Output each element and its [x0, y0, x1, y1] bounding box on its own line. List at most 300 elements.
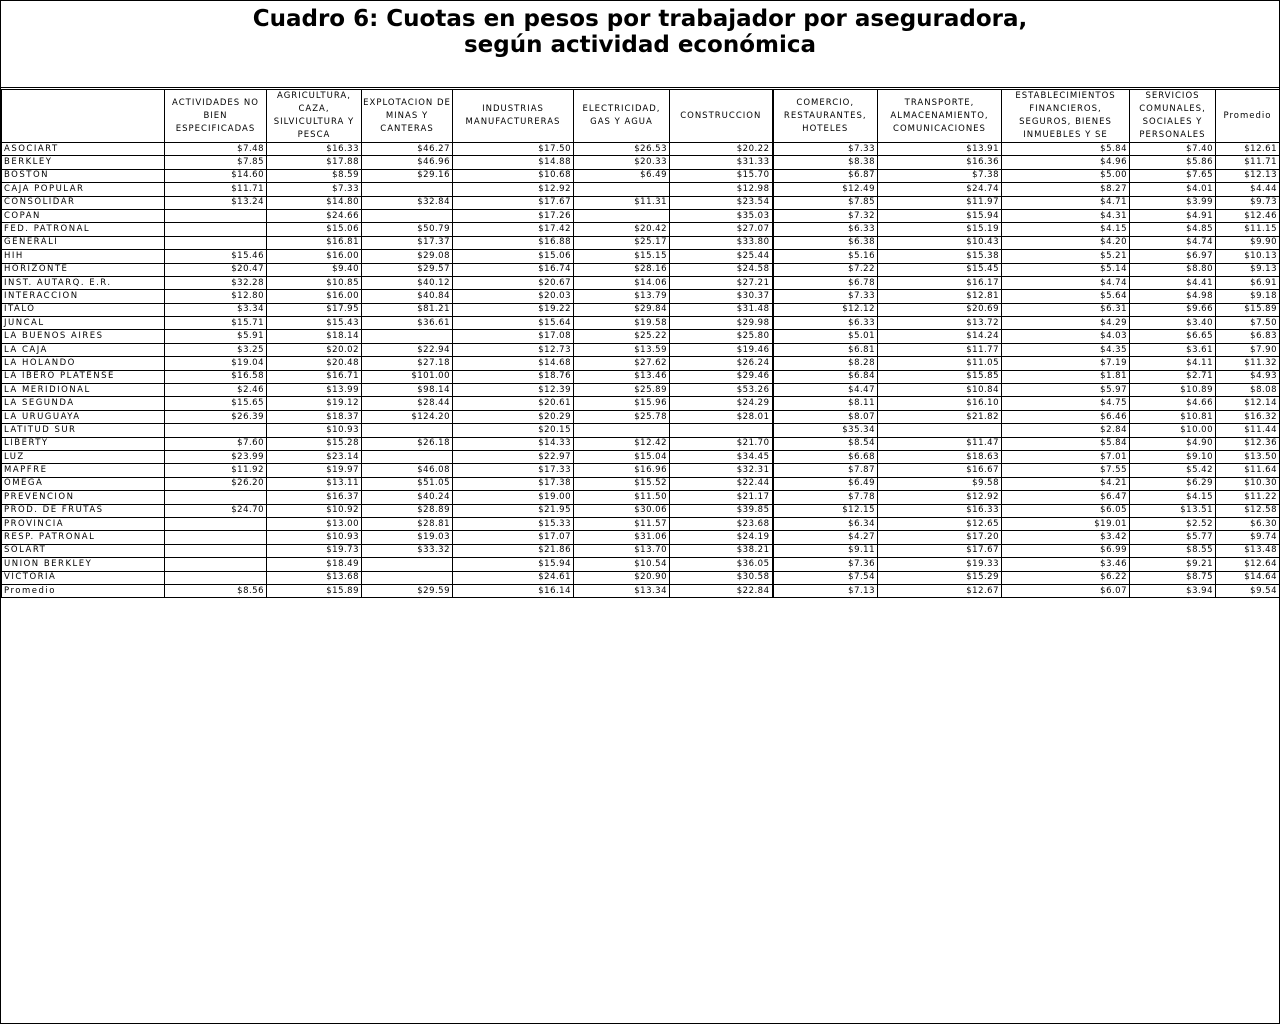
table-cell: $8.75	[1130, 571, 1216, 584]
table-cell: $20.42	[574, 223, 670, 236]
table-cell: $16.67	[878, 464, 1002, 477]
table-cell: $6.29	[1130, 477, 1216, 490]
table-row	[2, 544, 1280, 557]
table-cell: $7.55	[1002, 464, 1130, 477]
table-row	[2, 517, 1280, 530]
table-cell: $25.17	[574, 236, 670, 249]
table-cell	[165, 571, 267, 584]
table-cell: $15.29	[878, 571, 1002, 584]
table-cell: $22.97	[453, 450, 574, 463]
table-cell: $7.78	[773, 491, 878, 504]
table-cell: $10.54	[574, 558, 670, 571]
data-table	[1, 89, 1280, 598]
table-cell: $25.78	[574, 410, 670, 423]
table-cell: $3.42	[1002, 531, 1130, 544]
table-cell: $22.84	[670, 584, 773, 597]
table-row	[2, 437, 1280, 450]
table-cell: $18.49	[267, 558, 362, 571]
table-cell: $11.44	[1216, 424, 1280, 437]
table-cell: $18.76	[453, 370, 574, 383]
column-header: ACTIVIDADES NO BIEN ESPECIFICADAS	[165, 90, 267, 143]
table-cell: $33.80	[670, 236, 773, 249]
table-cell: $7.36	[773, 558, 878, 571]
table-cell: $17.37	[362, 236, 453, 249]
table-cell: $10.81	[1130, 410, 1216, 423]
table-row	[2, 397, 1280, 410]
table-row	[2, 357, 1280, 370]
table-cell: $11.77	[878, 343, 1002, 356]
table-cell: $33.32	[362, 544, 453, 557]
table-cell: $12.36	[1216, 437, 1280, 450]
table-cell: $4.66	[1130, 397, 1216, 410]
table-row	[2, 290, 1280, 303]
table-cell: $20.22	[670, 143, 773, 156]
table-cell: $14.80	[267, 196, 362, 209]
table-cell: $21.95	[453, 504, 574, 517]
table-cell: $10.84	[878, 384, 1002, 397]
table-cell: $12.92	[453, 183, 574, 196]
table-cell: $26.18	[362, 437, 453, 450]
table-cell: $5.84	[1002, 437, 1130, 450]
table-cell: $28.89	[362, 504, 453, 517]
table-cell: $31.48	[670, 303, 773, 316]
table-cell: $3.99	[1130, 196, 1216, 209]
table-cell: $25.44	[670, 250, 773, 263]
table-cell: $15.04	[574, 450, 670, 463]
table-cell: $6.68	[773, 450, 878, 463]
table-cell: $40.84	[362, 290, 453, 303]
table-cell: $17.07	[453, 531, 574, 544]
insurer-name: MAPFRE	[2, 464, 165, 477]
column-header: SERVICIOS COMUNALES, SOCIALES Y PERSONALES	[1130, 90, 1216, 143]
table-cell: $23.68	[670, 517, 773, 530]
table-row	[2, 263, 1280, 276]
table-cell: $7.33	[773, 290, 878, 303]
table-cell	[165, 223, 267, 236]
table-cell: $20.15	[453, 424, 574, 437]
insurer-name: SOLART	[2, 544, 165, 557]
table-row	[2, 450, 1280, 463]
insurer-name: HORIZONTE	[2, 263, 165, 276]
table-cell: $5.14	[1002, 263, 1130, 276]
table-cell: $19.58	[574, 317, 670, 330]
table-cell: $4.01	[1130, 183, 1216, 196]
table-cell: $6.97	[1130, 250, 1216, 263]
insurer-name: FED. PATRONAL	[2, 223, 165, 236]
table-cell: $14.06	[574, 276, 670, 289]
table-row	[2, 410, 1280, 423]
table-cell: $40.12	[362, 276, 453, 289]
table-row	[2, 196, 1280, 209]
table-cell: $3.61	[1130, 343, 1216, 356]
table-cell: $14.64	[1216, 571, 1280, 584]
insurer-name: LA SEGUNDA	[2, 397, 165, 410]
table-cell: $124.20	[362, 410, 453, 423]
table-cell: $29.46	[670, 370, 773, 383]
table-cell: $7.90	[1216, 343, 1280, 356]
table-cell: $6.87	[773, 169, 878, 182]
table-cell: $6.47	[1002, 491, 1130, 504]
table-cell: $13.34	[574, 584, 670, 597]
insurer-name: BERKLEY	[2, 156, 165, 169]
table-cell: $13.70	[574, 544, 670, 557]
table-cell: $10.00	[1130, 424, 1216, 437]
table-cell: $4.21	[1002, 477, 1130, 490]
table-cell: $15.38	[878, 250, 1002, 263]
table-cell: $5.97	[1002, 384, 1130, 397]
table-row	[2, 343, 1280, 356]
table-cell: $7.01	[1002, 450, 1130, 463]
table-cell	[362, 424, 453, 437]
table-row	[2, 223, 1280, 236]
insurer-name: Promedio	[2, 584, 165, 597]
table-cell: $5.91	[165, 330, 267, 343]
column-header: TRANSPORTE, ALMACENAMIENTO, COMUNICACIONES	[878, 90, 1002, 143]
insurer-name: BOSTON	[2, 169, 165, 182]
table-cell: $51.05	[362, 477, 453, 490]
table-cell: $4.75	[1002, 397, 1130, 410]
table-cell: $16.10	[878, 397, 1002, 410]
table-cell: $7.54	[773, 571, 878, 584]
table-cell: $29.84	[574, 303, 670, 316]
table-row	[2, 491, 1280, 504]
table-cell: $4.27	[773, 531, 878, 544]
table-cell: $7.33	[267, 183, 362, 196]
header-insurer	[2, 90, 165, 143]
table-cell: $5.64	[1002, 290, 1130, 303]
table-cell: $11.57	[574, 517, 670, 530]
table-row	[2, 384, 1280, 397]
table-cell: $11.97	[878, 196, 1002, 209]
table-cell: $8.59	[267, 169, 362, 182]
table-cell: $14.33	[453, 437, 574, 450]
table-cell: $30.58	[670, 571, 773, 584]
table-cell: $12.81	[878, 290, 1002, 303]
table-cell: $20.29	[453, 410, 574, 423]
table-cell: $4.93	[1216, 370, 1280, 383]
table-cell: $5.86	[1130, 156, 1216, 169]
table-cell: $7.33	[773, 143, 878, 156]
insurer-name: LA URUGUAYA	[2, 410, 165, 423]
table-cell: $6.91	[1216, 276, 1280, 289]
table-cell: $12.73	[453, 343, 574, 356]
table-header-row	[2, 90, 1280, 143]
table-cell: $16.32	[1216, 410, 1280, 423]
table-cell: $12.12	[773, 303, 878, 316]
table-cell: $4.71	[1002, 196, 1130, 209]
table-cell: $9.54	[1216, 584, 1280, 597]
table-cell: $3.34	[165, 303, 267, 316]
table-cell: $13.68	[267, 571, 362, 584]
table-cell	[362, 183, 453, 196]
table-cell: $46.96	[362, 156, 453, 169]
table-cell: $20.61	[453, 397, 574, 410]
table-cell: $9.18	[1216, 290, 1280, 303]
table-cell: $15.46	[165, 250, 267, 263]
table-cell	[165, 209, 267, 222]
table-cell: $81.21	[362, 303, 453, 316]
table-cell: $23.54	[670, 196, 773, 209]
insurer-name: UNION BERKLEY	[2, 558, 165, 571]
table-cell: $15.70	[670, 169, 773, 182]
insurer-name: ASOCIART	[2, 143, 165, 156]
table-cell: $4.03	[1002, 330, 1130, 343]
table-cell: $24.66	[267, 209, 362, 222]
table-cell: $25.22	[574, 330, 670, 343]
table-cell: $20.90	[574, 571, 670, 584]
table-cell: $8.38	[773, 156, 878, 169]
table-cell: $7.19	[1002, 357, 1130, 370]
table-cell: $5.21	[1002, 250, 1130, 263]
table-cell: $16.58	[165, 370, 267, 383]
table-cell: $13.72	[878, 317, 1002, 330]
table-row	[2, 424, 1280, 437]
table-row	[2, 477, 1280, 490]
table-cell: $13.46	[574, 370, 670, 383]
table-cell: $14.68	[453, 357, 574, 370]
table-cell: $8.80	[1130, 263, 1216, 276]
table-row	[2, 209, 1280, 222]
table-cell: $16.88	[453, 236, 574, 249]
table-cell: $34.45	[670, 450, 773, 463]
table-cell	[165, 491, 267, 504]
table-row	[2, 236, 1280, 249]
table-cell: $19.33	[878, 558, 1002, 571]
insurer-name: LA MERIDIONAL	[2, 384, 165, 397]
column-header: ELECTRICIDAD, GAS Y AGUA	[574, 90, 670, 143]
table-cell: $6.33	[773, 317, 878, 330]
table-cell: $17.38	[453, 477, 574, 490]
table-cell	[165, 558, 267, 571]
table-cell: $16.71	[267, 370, 362, 383]
table-cell: $29.98	[670, 317, 773, 330]
table-cell: $15.43	[267, 317, 362, 330]
table-cell: $4.85	[1130, 223, 1216, 236]
table-cell: $17.67	[878, 544, 1002, 557]
table-cell: $40.24	[362, 491, 453, 504]
table-cell: $4.91	[1130, 209, 1216, 222]
table-cell	[362, 209, 453, 222]
table-cell: $11.50	[574, 491, 670, 504]
table-cell: $5.01	[773, 330, 878, 343]
table-row	[2, 558, 1280, 571]
table-cell: $24.70	[165, 504, 267, 517]
insurer-name: HIH	[2, 250, 165, 263]
table-cell: $11.05	[878, 357, 1002, 370]
table-cell: $11.15	[1216, 223, 1280, 236]
table-cell: $28.16	[574, 263, 670, 276]
table-body	[2, 143, 1280, 598]
table-cell: $9.10	[1130, 450, 1216, 463]
table-cell: $15.71	[165, 317, 267, 330]
table-cell	[362, 330, 453, 343]
table-cell: $25.80	[670, 330, 773, 343]
table-cell: $13.11	[267, 477, 362, 490]
table-cell: $22.94	[362, 343, 453, 356]
table-cell: $16.36	[878, 156, 1002, 169]
column-header: CONSTRUCCION	[670, 90, 773, 143]
table-cell: $7.38	[878, 169, 1002, 182]
table-cell: $29.57	[362, 263, 453, 276]
table-cell: $19.97	[267, 464, 362, 477]
table-cell: $26.20	[165, 477, 267, 490]
table-cell: $10.43	[878, 236, 1002, 249]
table-cell: $20.02	[267, 343, 362, 356]
table-cell: $17.26	[453, 209, 574, 222]
column-header: ESTABLECIMIENTOS FINANCIEROS, SEGUROS, BIENES INMUEBLES Y SE	[1002, 90, 1130, 143]
table-cell: $6.65	[1130, 330, 1216, 343]
table-cell: $21.17	[670, 491, 773, 504]
table-cell: $15.96	[574, 397, 670, 410]
table-cell: $4.20	[1002, 236, 1130, 249]
column-header: EXPLOTACION DE MINAS Y CANTERAS	[362, 90, 453, 143]
table-cell: $4.41	[1130, 276, 1216, 289]
table-cell: $12.14	[1216, 397, 1280, 410]
table-cell	[165, 236, 267, 249]
table-row	[2, 169, 1280, 182]
table-cell: $6.81	[773, 343, 878, 356]
table-cell: $26.53	[574, 143, 670, 156]
table-cell: $10.30	[1216, 477, 1280, 490]
table-cell: $27.18	[362, 357, 453, 370]
table-cell: $1.81	[1002, 370, 1130, 383]
table-cell: $16.17	[878, 276, 1002, 289]
table-cell: $15.89	[1216, 303, 1280, 316]
table-cell: $24.61	[453, 571, 574, 584]
insurer-name: LUZ	[2, 450, 165, 463]
table-row	[2, 156, 1280, 169]
table-cell: $13.24	[165, 196, 267, 209]
table-cell: $6.07	[1002, 584, 1130, 597]
insurer-name: LIBERTY	[2, 437, 165, 450]
table-cell: $13.91	[878, 143, 1002, 156]
table-cell: $6.49	[574, 169, 670, 182]
table-cell: $30.06	[574, 504, 670, 517]
table-cell: $3.46	[1002, 558, 1130, 571]
table-cell: $9.40	[267, 263, 362, 276]
table-cell: $31.06	[574, 531, 670, 544]
table-cell: $3.94	[1130, 584, 1216, 597]
table-cell: $29.16	[362, 169, 453, 182]
table-cell	[574, 424, 670, 437]
table-cell: $9.21	[1130, 558, 1216, 571]
table-cell: $11.64	[1216, 464, 1280, 477]
table-row	[2, 317, 1280, 330]
table-cell: $19.04	[165, 357, 267, 370]
table-cell: $7.87	[773, 464, 878, 477]
table-cell: $5.42	[1130, 464, 1216, 477]
table-cell: $2.84	[1002, 424, 1130, 437]
table-cell: $10.92	[267, 504, 362, 517]
table-cell: $14.24	[878, 330, 1002, 343]
table-cell	[878, 424, 1002, 437]
table-cell: $27.62	[574, 357, 670, 370]
table-cell: $14.60	[165, 169, 267, 182]
table-cell: $6.84	[773, 370, 878, 383]
table-cell: $22.44	[670, 477, 773, 490]
table-cell: $2.71	[1130, 370, 1216, 383]
table-cell: $4.31	[1002, 209, 1130, 222]
table-cell: $15.28	[267, 437, 362, 450]
table-cell	[574, 209, 670, 222]
table-cell: $35.03	[670, 209, 773, 222]
table-cell: $4.74	[1002, 276, 1130, 289]
table-cell: $10.93	[267, 424, 362, 437]
table-row	[2, 370, 1280, 383]
table-cell: $3.25	[165, 343, 267, 356]
table-cell	[165, 544, 267, 557]
table-cell: $4.11	[1130, 357, 1216, 370]
table-cell: $11.92	[165, 464, 267, 477]
table-cell: $11.47	[878, 437, 1002, 450]
table-cell: $17.88	[267, 156, 362, 169]
table-row	[2, 330, 1280, 343]
table-cell: $7.13	[773, 584, 878, 597]
table-cell: $19.12	[267, 397, 362, 410]
table-cell: $38.21	[670, 544, 773, 557]
table-cell: $16.37	[267, 491, 362, 504]
table-cell: $28.44	[362, 397, 453, 410]
table-cell: $29.08	[362, 250, 453, 263]
table-cell: $11.71	[165, 183, 267, 196]
table-cell: $28.01	[670, 410, 773, 423]
table-cell: $101.00	[362, 370, 453, 383]
table-cell: $16.96	[574, 464, 670, 477]
table-cell: $21.82	[878, 410, 1002, 423]
table-cell: $17.95	[267, 303, 362, 316]
table-cell: $9.58	[878, 477, 1002, 490]
insurer-name: INTERACCION	[2, 290, 165, 303]
table-cell: $20.03	[453, 290, 574, 303]
average-row	[2, 584, 1280, 597]
insurer-name: PROD. DE FRUTAS	[2, 504, 165, 517]
table-cell	[362, 558, 453, 571]
table-cell: $8.08	[1216, 384, 1280, 397]
table-cell: $32.31	[670, 464, 773, 477]
table-cell: $17.08	[453, 330, 574, 343]
table-cell: $36.61	[362, 317, 453, 330]
table-cell: $16.14	[453, 584, 574, 597]
table-cell: $4.74	[1130, 236, 1216, 249]
table-cell: $5.84	[1002, 143, 1130, 156]
table-cell: $3.40	[1130, 317, 1216, 330]
table-cell: $8.55	[1130, 544, 1216, 557]
table-cell: $4.98	[1130, 290, 1216, 303]
insurer-name: GENERALI	[2, 236, 165, 249]
table-cell: $9.90	[1216, 236, 1280, 249]
table-cell: $6.38	[773, 236, 878, 249]
table-cell: $19.01	[1002, 517, 1130, 530]
table-cell: $10.85	[267, 276, 362, 289]
table-cell: $12.98	[670, 183, 773, 196]
table-cell: $8.11	[773, 397, 878, 410]
table-cell: $6.31	[1002, 303, 1130, 316]
insurer-name: CONSOLIDAR	[2, 196, 165, 209]
table-cell: $13.51	[1130, 504, 1216, 517]
table-cell: $12.42	[574, 437, 670, 450]
table-cell: $7.65	[1130, 169, 1216, 182]
column-header: Promedio	[1216, 90, 1280, 143]
table-cell: $15.94	[453, 558, 574, 571]
table-cell: $19.46	[670, 343, 773, 356]
table-cell: $11.22	[1216, 491, 1280, 504]
table-cell: $20.69	[878, 303, 1002, 316]
table-cell: $9.11	[773, 544, 878, 557]
table-row	[2, 143, 1280, 156]
table-cell: $4.44	[1216, 183, 1280, 196]
table-cell: $29.59	[362, 584, 453, 597]
table-cell: $11.31	[574, 196, 670, 209]
